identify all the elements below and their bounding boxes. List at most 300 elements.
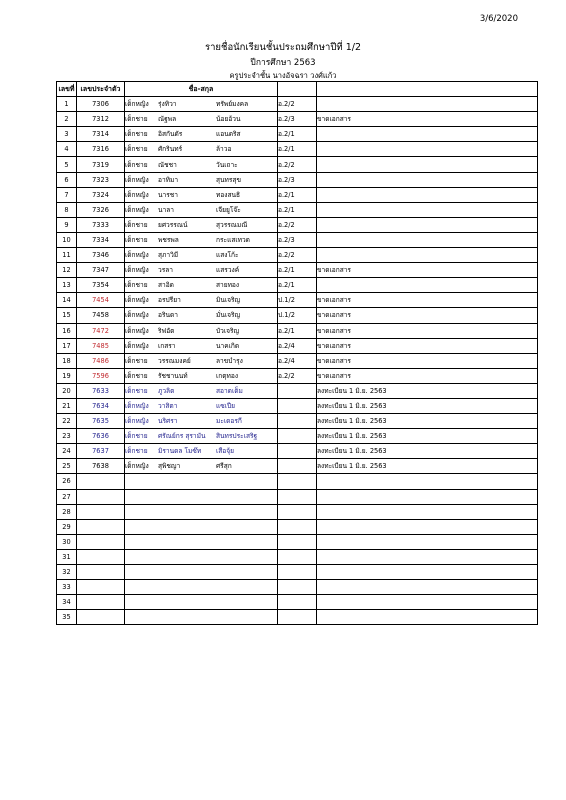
student-last-name: ล้าวอ [216, 145, 232, 154]
cell-no [57, 97, 77, 112]
table-row [57, 248, 538, 263]
cell-id [77, 383, 125, 398]
student-title: เด็กหญิง [125, 326, 149, 335]
table-row [57, 202, 538, 217]
cell-no [57, 157, 77, 172]
cell-remark [317, 429, 538, 444]
cell-remark [317, 504, 538, 519]
student-title: เด็กหญิง [125, 190, 149, 199]
student-first-name: เกสรา [158, 341, 176, 350]
cell-remark [317, 142, 538, 157]
cell-name [125, 459, 278, 474]
student-id: 7319 [92, 160, 109, 169]
cell-name [125, 519, 278, 534]
student-first-name: ริฟอัต [158, 326, 175, 335]
student-first-name: นริศรา [158, 417, 178, 426]
student-last-name: บัวเจริญ [216, 326, 240, 335]
student-title: เด็กชาย [125, 115, 148, 124]
cell-id [77, 474, 125, 489]
student-last-name: สุวรรณมณี [216, 220, 248, 229]
cell-name [125, 429, 278, 444]
prev-class: อ.2/2 [278, 160, 295, 169]
student-title: เด็กหญิง [125, 462, 149, 471]
cell-name [125, 444, 278, 459]
col-header-class [278, 82, 317, 97]
cell-class [278, 398, 317, 413]
remark: ขาดเอกสาร [317, 311, 351, 320]
cell-id [77, 444, 125, 459]
cell-no [57, 217, 77, 232]
cell-remark [317, 263, 538, 278]
cell-remark [317, 217, 538, 232]
table-row [57, 414, 538, 429]
remark: ขาดเอกสาร [317, 356, 351, 365]
cell-name [125, 217, 278, 232]
student-id: 7333 [92, 220, 109, 229]
cell-class [278, 338, 317, 353]
table-row [57, 610, 538, 625]
cell-id [77, 293, 125, 308]
cell-remark [317, 383, 538, 398]
cell-name [125, 504, 278, 519]
remark: ขาดเอกสาร [317, 266, 351, 275]
cell-no [57, 519, 77, 534]
student-title: เด็กหญิง [125, 341, 149, 350]
prev-class: อ.2/4 [278, 356, 295, 365]
table-row [57, 187, 538, 202]
cell-id [77, 187, 125, 202]
cell-class [278, 127, 317, 142]
cell-id [77, 127, 125, 142]
cell-name [125, 323, 278, 338]
table-row [57, 459, 538, 474]
prev-class: อ.2/3 [278, 175, 295, 184]
cell-id [77, 398, 125, 413]
cell-id [77, 580, 125, 595]
student-last-name: ลาขบำรุง [216, 356, 243, 365]
student-last-name: มินเจริญ [216, 296, 241, 305]
table-row [57, 112, 538, 127]
remark: ขาดเอกสาร [317, 371, 351, 380]
table-row [57, 142, 538, 157]
row-number: 23 [62, 432, 71, 441]
cell-name [125, 414, 278, 429]
cell-no [57, 263, 77, 278]
cell-id [77, 248, 125, 263]
cell-remark [317, 595, 538, 610]
cell-no [57, 142, 77, 157]
homeroom-teacher: ครูประจำชั้น นางอัจฉรา วงศ์แก้ว [229, 71, 337, 80]
cell-remark [317, 549, 538, 564]
cell-name [125, 595, 278, 610]
cell-class [278, 489, 317, 504]
remark: ขาดเอกสาร [317, 115, 351, 124]
table-row [57, 323, 538, 338]
student-id: 7635 [92, 417, 109, 426]
student-title: เด็กชาย [125, 235, 148, 244]
student-last-name: มั่นเจริญ [216, 311, 241, 320]
table-row [57, 534, 538, 549]
cell-no [57, 398, 77, 413]
cell-class [278, 142, 317, 157]
cell-id [77, 323, 125, 338]
row-number: 20 [62, 386, 71, 395]
prev-class: อ.2/2 [278, 220, 295, 229]
student-id: 7312 [92, 115, 109, 124]
student-title: เด็กหญิง [125, 251, 149, 260]
cell-id [77, 142, 125, 157]
cell-no [57, 489, 77, 504]
student-id: 7472 [92, 326, 109, 335]
cell-id [77, 610, 125, 625]
prev-class: อ.2/1 [278, 190, 295, 199]
cell-name [125, 353, 278, 368]
cell-no [57, 444, 77, 459]
cell-no [57, 187, 77, 202]
row-number: 21 [62, 402, 71, 411]
prev-class: อ.2/4 [278, 341, 295, 350]
cell-id [77, 504, 125, 519]
cell-class [278, 353, 317, 368]
row-number: 7 [64, 190, 69, 199]
row-number: 30 [62, 537, 71, 546]
student-title: เด็กหญิง [125, 100, 149, 109]
cell-no [57, 338, 77, 353]
student-id: 7347 [92, 266, 109, 275]
prev-class: อ.2/1 [278, 281, 295, 290]
cell-remark [317, 398, 538, 413]
cell-name [125, 157, 278, 172]
cell-no [57, 368, 77, 383]
cell-name [125, 580, 278, 595]
cell-name [125, 383, 278, 398]
cell-class [278, 474, 317, 489]
student-first-name: ยศวรรณน์ [158, 220, 188, 229]
student-first-name: สาอิด [158, 281, 174, 290]
cell-name [125, 549, 278, 564]
prev-class: ป.1/2 [278, 296, 295, 305]
cell-name [125, 232, 278, 247]
student-first-name: พชรพล [158, 235, 179, 244]
row-number: 6 [64, 175, 69, 184]
cell-id [77, 217, 125, 232]
table-row [57, 504, 538, 519]
student-last-name: มะเดอรกี [216, 417, 242, 426]
cell-no [57, 278, 77, 293]
cell-id [77, 595, 125, 610]
row-number: 35 [62, 613, 71, 622]
row-number: 16 [62, 326, 71, 335]
cell-class [278, 308, 317, 323]
cell-class [278, 112, 317, 127]
student-id: 7634 [92, 402, 109, 411]
cell-id [77, 429, 125, 444]
cell-remark [317, 459, 538, 474]
student-id: 7354 [92, 281, 109, 290]
print-date: 3/6/2020 [479, 14, 518, 24]
remark: ลงทะเบียน 1 มิ.ย. 2563 [317, 417, 387, 426]
cell-name [125, 565, 278, 580]
cell-class [278, 610, 317, 625]
student-id: 7458 [92, 311, 109, 320]
cell-no [57, 232, 77, 247]
student-last-name: แอนดริส [216, 130, 241, 139]
cell-name [125, 202, 278, 217]
cell-remark [317, 127, 538, 142]
prev-class: อ.2/1 [278, 145, 295, 154]
table-row [57, 127, 538, 142]
cell-class [278, 157, 317, 172]
student-last-name: ทองสนธิ [216, 190, 241, 199]
student-title: เด็กชาย [125, 145, 148, 154]
row-number: 26 [62, 477, 71, 486]
row-number: 8 [64, 205, 69, 214]
cell-no [57, 534, 77, 549]
student-title: เด็กชาย [125, 356, 148, 365]
student-id: 7636 [92, 432, 109, 441]
cell-id [77, 172, 125, 187]
row-number: 3 [64, 130, 69, 139]
student-title: เด็กชาย [125, 386, 148, 395]
cell-no [57, 308, 77, 323]
cell-remark [317, 232, 538, 247]
cell-class [278, 278, 317, 293]
cell-name [125, 293, 278, 308]
table-row [57, 278, 538, 293]
student-id: 7334 [92, 235, 109, 244]
cell-id [77, 353, 125, 368]
cell-class [278, 187, 317, 202]
student-id: 7485 [92, 341, 109, 350]
remark: ลงทะเบียน 1 มิ.ย. 2563 [317, 462, 387, 471]
cell-no [57, 474, 77, 489]
remark: ลงทะเบียน 1 มิ.ย. 2563 [317, 386, 387, 395]
cell-class [278, 534, 317, 549]
row-number: 5 [64, 160, 69, 169]
cell-class [278, 565, 317, 580]
cell-name [125, 474, 278, 489]
cell-class [278, 504, 317, 519]
student-title: เด็กหญิง [125, 311, 149, 320]
student-last-name: วันเถาะ [216, 160, 238, 169]
cell-remark [317, 278, 538, 293]
prev-class: อ.2/2 [278, 251, 295, 260]
table-row [57, 263, 538, 278]
student-title: เด็กหญิง [125, 266, 149, 275]
prev-class: อ.2/1 [278, 266, 295, 275]
table-row [57, 368, 538, 383]
cell-class [278, 172, 317, 187]
cell-name [125, 398, 278, 413]
student-title: เด็กชาย [125, 160, 148, 169]
row-number: 4 [64, 145, 69, 154]
student-title: เด็กหญิง [125, 175, 149, 184]
cell-remark [317, 489, 538, 504]
prev-class: อ.2/1 [278, 205, 295, 214]
student-last-name: เสือจุ้ย [216, 447, 234, 456]
student-title: เด็กชาย [125, 432, 148, 441]
student-first-name: อิสกันดัร [158, 130, 183, 139]
row-number: 14 [62, 296, 71, 305]
cell-class [278, 248, 317, 263]
cell-remark [317, 187, 538, 202]
cell-remark [317, 112, 538, 127]
student-last-name: สินทรประเสริฐ [216, 432, 258, 441]
cell-no [57, 383, 77, 398]
cell-class [278, 232, 317, 247]
cell-no [57, 112, 77, 127]
table-row [57, 97, 538, 112]
table-row [57, 308, 538, 323]
student-first-name: สุภาวิมี [158, 251, 179, 260]
table-row [57, 232, 538, 247]
cell-no [57, 127, 77, 142]
cell-id [77, 157, 125, 172]
page-title: รายชื่อนักเรียนชั้นประถมศึกษาปีที่ 1/2 [205, 42, 361, 53]
cell-id [77, 519, 125, 534]
row-number: 33 [62, 583, 71, 592]
student-first-name: รัชชานนท์ [158, 371, 188, 380]
row-number: 12 [62, 266, 71, 275]
prev-class: อ.2/2 [278, 371, 295, 380]
cell-remark [317, 414, 538, 429]
student-last-name: สอาดเต็ม [216, 386, 243, 395]
cell-no [57, 610, 77, 625]
col-header-no: เลขที่ [57, 82, 77, 97]
cell-class [278, 444, 317, 459]
cell-name [125, 97, 278, 112]
cell-class [278, 217, 317, 232]
student-first-name: วาสิตา [158, 402, 178, 411]
student-last-name: แสงโก้ะ [216, 251, 239, 260]
cell-remark [317, 534, 538, 549]
student-id: 7306 [92, 100, 109, 109]
table-row [57, 398, 538, 413]
student-id: 7323 [92, 175, 109, 184]
cell-id [77, 368, 125, 383]
table-row [57, 519, 538, 534]
remark: ขาดเอกสาร [317, 326, 351, 335]
cell-remark [317, 580, 538, 595]
row-number: 32 [62, 568, 71, 577]
cell-name [125, 248, 278, 263]
table-row [57, 338, 538, 353]
student-title: เด็กหญิง [125, 417, 149, 426]
cell-remark [317, 519, 538, 534]
cell-no [57, 202, 77, 217]
cell-class [278, 459, 317, 474]
cell-no [57, 549, 77, 564]
prev-class: อ.2/3 [278, 115, 295, 124]
cell-remark [317, 248, 538, 263]
student-title: เด็กชาย [125, 220, 148, 229]
cell-id [77, 232, 125, 247]
cell-name [125, 172, 278, 187]
row-number: 34 [62, 598, 71, 607]
table-row [57, 565, 538, 580]
cell-id [77, 459, 125, 474]
row-number: 15 [62, 311, 71, 320]
student-last-name: แสรวงค์ [216, 266, 240, 275]
row-number: 9 [64, 220, 69, 229]
row-number: 27 [62, 492, 71, 501]
student-first-name: ณัฐพล [158, 115, 177, 124]
student-first-name: วรรณมงคย์ [158, 356, 191, 365]
student-id: 7633 [92, 386, 109, 395]
cell-name [125, 187, 278, 202]
cell-id [77, 278, 125, 293]
cell-no [57, 429, 77, 444]
cell-class [278, 519, 317, 534]
cell-remark [317, 610, 538, 625]
student-last-name: ศรีสุก [216, 462, 232, 471]
cell-no [57, 293, 77, 308]
row-number: 17 [62, 341, 71, 350]
student-first-name: ณัชชา [158, 160, 177, 169]
student-first-name: อรปรียา [158, 296, 181, 305]
cell-id [77, 549, 125, 564]
table-row [57, 293, 538, 308]
cell-no [57, 248, 77, 263]
col-header-name: ชื่อ-สกุล [125, 82, 278, 97]
student-last-name: น้อยอ้วน [216, 115, 241, 124]
student-last-name: เกตุทอง [216, 371, 239, 380]
remark: ลงทะเบียน 1 มิ.ย. 2563 [317, 447, 387, 456]
remark: ลงทะเบียน 1 มิ.ย. 2563 [317, 432, 387, 441]
cell-class [278, 97, 317, 112]
table-row [57, 172, 538, 187]
cell-class [278, 293, 317, 308]
row-number: 19 [62, 371, 71, 380]
cell-class [278, 429, 317, 444]
student-id: 7316 [92, 145, 109, 154]
remark: ขาดเอกสาร [317, 341, 351, 350]
cell-remark [317, 474, 538, 489]
student-title: เด็กหญิง [125, 205, 149, 214]
cell-no [57, 172, 77, 187]
cell-no [57, 504, 77, 519]
cell-name [125, 142, 278, 157]
cell-id [77, 202, 125, 217]
cell-remark [317, 157, 538, 172]
student-first-name: อรินดา [158, 311, 178, 320]
student-first-name: ภูวลิต [158, 386, 175, 395]
student-id: 7346 [92, 251, 109, 260]
cell-remark [317, 97, 538, 112]
student-id: 7326 [92, 205, 109, 214]
table-row [57, 383, 538, 398]
cell-no [57, 459, 77, 474]
student-last-name: แซเปีย [216, 402, 236, 411]
cell-name [125, 127, 278, 142]
cell-remark [317, 202, 538, 217]
cell-class [278, 595, 317, 610]
academic-year: ปีการศึกษา 2563 [250, 58, 316, 68]
cell-class [278, 414, 317, 429]
table-header-row [57, 82, 538, 97]
student-first-name: มิรานดล โมซ๊ท [158, 447, 202, 456]
cell-id [77, 414, 125, 429]
student-first-name: รุ่งทิวา [158, 100, 177, 109]
student-last-name: ทรัพย์มงคล [216, 100, 249, 109]
cell-remark [317, 308, 538, 323]
col-header-id: เลขประจำตัว [77, 82, 125, 97]
student-id: 7324 [92, 190, 109, 199]
cell-class [278, 580, 317, 595]
student-last-name: กระแสเทวด [216, 235, 250, 244]
prev-class: อ.2/2 [278, 100, 295, 109]
row-number: 11 [62, 251, 71, 260]
